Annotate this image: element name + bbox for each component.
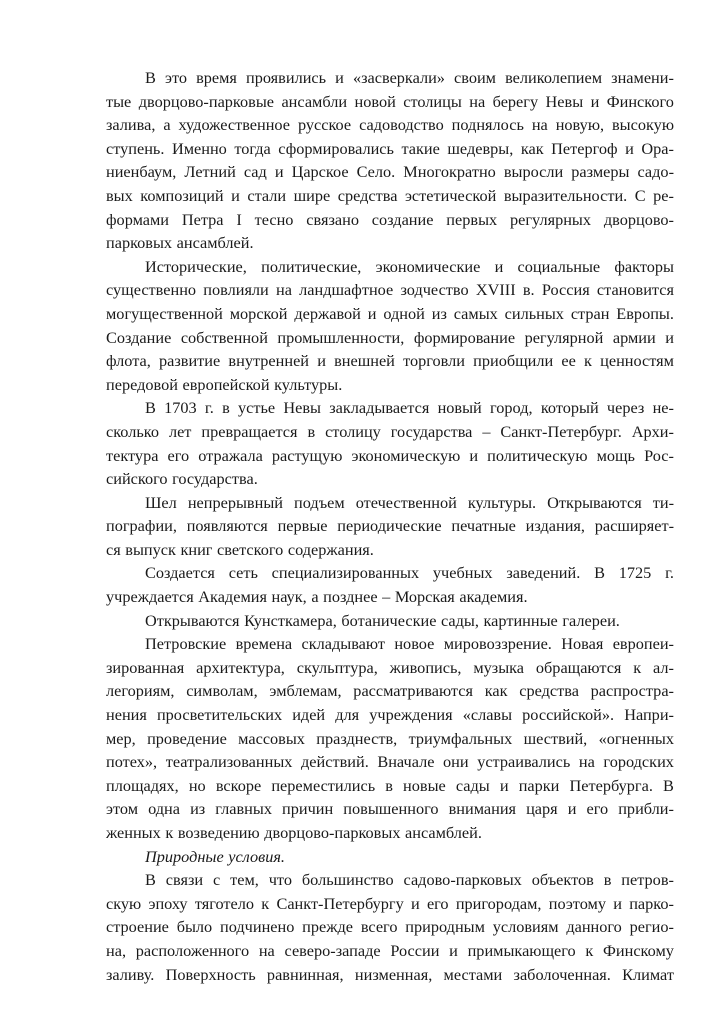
text-line: В это время проявились и «засверкали» своим великолепием знамени- [145, 68, 674, 87]
text-line: Открываются Кунсткамера, ботанические сады, картинные галереи. [145, 610, 620, 630]
text-line: заливу. Поверхность равнинная, низменная, местами заболоченная. Климат [106, 964, 674, 984]
text-line: этом одна из главных причин повышенного внимания царя и его прибли- [106, 799, 674, 819]
text-line: могущественной морской державой и одной из самых сильных стран Европы. [106, 303, 674, 323]
text-line: пографии, появляются первые периодические печатные издания, расширяет- [106, 516, 674, 536]
text-line: тые дворцово-парковые ансамбли новой столицы на берегу Невы и Финского [106, 91, 674, 111]
text-line: существенно повлияли на ландшафтное зодчество XVIII в. Россия становится [106, 280, 674, 300]
text-line: флота, развитие внутренней и внешней торговли приобщили ее к ценностям [106, 351, 674, 371]
text-line: Шел непрерывный подъем отечественной культуры. Открываются ти- [145, 492, 674, 512]
text-line: формами Петра I тесно связано создание первых регулярных дворцово- [106, 209, 674, 229]
text-line: ступень. Именно тогда сформировались такие шедевры, как Петергоф и Ора- [106, 138, 674, 158]
body-text [106, 66, 674, 986]
text-line: тектура его отражала растущую экономическую и политическую мощь Рос- [106, 445, 674, 465]
text-line: ниенбаум, Летний сад и Царское Село. Многократно выросли размеры садо- [106, 162, 674, 182]
text-line: зированная архитектура, скульптура, живопись, музыка обращаются к ал- [106, 657, 674, 677]
text-line: парковых ансамблей. [106, 233, 254, 253]
text-line: В связи с тем, что большинство садово-парковых объектов в петров- [145, 870, 674, 890]
text-line: ся выпуск книг светского содержания. [106, 539, 374, 559]
text-line: Создается сеть специализированных учебных заведений. В 1725 г. [145, 563, 674, 583]
text-line: мер, проведение массовых празднеств, триумфальных шествий, «огненных [106, 728, 674, 748]
text-line: сийского государства. [106, 469, 258, 489]
text-line: легориям, символам, эмблемам, рассматриваются как средства распростра- [106, 681, 674, 701]
text-line: учреждается Академия наук, а позднее – Морская академия. [106, 587, 528, 607]
text-line: Создание собственной промышленности, формирование регулярной армии и [106, 327, 674, 347]
text-line: Исторические, политические, экономические и социальные факторы [145, 256, 674, 276]
text-line: скую эпоху тяготело к Санкт-Петербургу и его пригородам, поэтому и парко- [106, 893, 674, 913]
text-line: Петровские времена складывают новое мировоззрение. Новая европеи- [145, 634, 674, 654]
text-line: залива, а художественное русское садоводство поднялось на новую, высокую [106, 115, 674, 135]
section-heading: Природные условия. [145, 846, 285, 866]
text-line: на, расположенного на северо-западе России и примыкающего к Финскому [106, 940, 674, 960]
text-line: нения просветительских идей для учреждения «славы российской». Напри- [106, 705, 674, 725]
text-line: потех», театрализованных действий. Вначале они устраивались на городских [106, 752, 674, 772]
text-line: передовой европейской культуры. [106, 374, 343, 394]
text-line: сколько лет превращается в столицу государства – Санкт-Петербург. Архи- [106, 421, 674, 441]
text-line: строение было подчинено прежде всего природным условиям данного регио- [106, 917, 674, 937]
text-line: В 1703 г. в устье Невы закладывается новый город, который через не- [145, 398, 674, 418]
text-line: женных к возведению дворцово-парковых ансамблей. [106, 823, 482, 842]
text-line: вых композиций и стали шире средства эстетической выразительности. С ре- [106, 185, 674, 205]
text-line: площадях, но вскоре переместились в новые сады и парки Петербурга. В [106, 775, 674, 795]
